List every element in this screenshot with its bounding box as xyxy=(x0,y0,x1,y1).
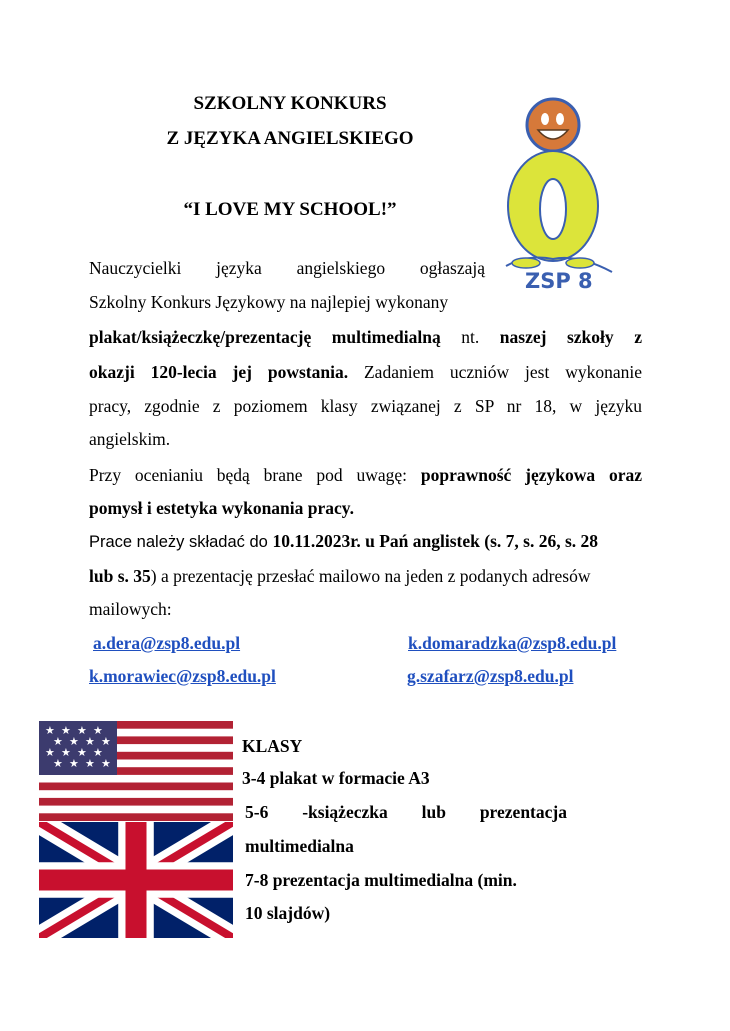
body-line-1: Nauczycielki języka angielskiego ogłaszają xyxy=(89,258,485,278)
svg-text:★: ★ xyxy=(53,757,63,770)
body-line-6: angielskim. xyxy=(89,429,171,449)
body-line-10-b: ) a prezentację przesłać mailowo na jeden z podanych adresów xyxy=(150,566,591,586)
svg-text:★: ★ xyxy=(93,746,103,759)
svg-text:★: ★ xyxy=(53,735,63,748)
body-line-2: Szkolny Konkurs Językowy na najlepiej wykonany xyxy=(89,292,449,312)
body-line-9-b: 10.11.2023r. u Pań anglistek (s. 7, s. 26, s. 28 xyxy=(272,531,599,551)
body-line-7-a: Przy ocenianiu będą brane pod uwagę: xyxy=(89,465,421,485)
body-line-9 xyxy=(89,531,642,552)
klasy-5-6-b: -książeczka xyxy=(302,802,388,822)
klasy-5-6-cont: multimedialna xyxy=(245,836,354,856)
logo-text: ZSP 8 xyxy=(525,269,593,293)
klasy-7-8-cont: 10 slajdów) xyxy=(245,903,331,923)
uk-flag-icon xyxy=(39,822,233,938)
svg-text:★: ★ xyxy=(101,757,111,770)
klasy-5-6 xyxy=(242,802,567,823)
svg-text:★: ★ xyxy=(45,746,55,759)
us-flag xyxy=(39,721,233,821)
body-line-9-a: Prace należy składać do xyxy=(89,533,273,551)
klasy-header: KLASY xyxy=(242,736,303,756)
body-line-3 xyxy=(89,327,642,348)
svg-text:★: ★ xyxy=(69,735,79,748)
email-link-szafarz[interactable]: g.szafarz@zsp8.edu.pl xyxy=(407,666,574,686)
uk-flag xyxy=(39,822,233,938)
slogan: “I LOVE MY SCHOOL!” xyxy=(183,199,397,220)
body-line-8-bold: pomysł i estetyka wykonania pracy. xyxy=(89,498,354,518)
klasy-7-8: 7-8 prezentacja multimedialna (min. xyxy=(245,870,517,890)
us-flag-icon xyxy=(39,721,233,821)
email-link-morawiec[interactable]: k.morawiec@zsp8.edu.pl xyxy=(89,666,276,686)
email-link-domaradzka[interactable]: k.domaradzka@zsp8.edu.pl xyxy=(408,633,617,653)
klasy-3-4: 3-4 plakat w formacie A3 xyxy=(242,768,430,788)
svg-text:★: ★ xyxy=(93,724,103,737)
email-link-dera[interactable]: a.dera@zsp8.edu.pl xyxy=(93,633,241,653)
body-line-3-bold2: naszej szkoły z xyxy=(499,327,642,347)
body-line-11: mailowych: xyxy=(89,599,172,619)
body-line-4-bold: okazji 120-lecia jej powstania. xyxy=(89,362,349,382)
title-line-2: Z JĘZYKA ANGIELSKIEGO xyxy=(166,128,414,149)
body-line-10 xyxy=(89,566,642,587)
svg-text:★: ★ xyxy=(101,735,111,748)
body-line-7 xyxy=(89,465,642,486)
svg-text:★: ★ xyxy=(77,746,87,759)
klasy-5-6-d: prezentacja xyxy=(479,802,567,822)
zsp8-logo xyxy=(498,96,618,301)
svg-text:★: ★ xyxy=(61,724,71,737)
body-line-4 xyxy=(89,362,642,383)
klasy-5-6-c: lub xyxy=(421,802,446,822)
body-line-4-rest: Zadaniem uczniów jest wykonanie xyxy=(348,362,642,382)
svg-text:★: ★ xyxy=(69,757,79,770)
svg-text:★: ★ xyxy=(77,724,87,737)
body-line-3-bold: plakat/książeczkę/prezentację multimedialną xyxy=(89,327,441,347)
svg-text:★: ★ xyxy=(45,724,55,737)
svg-text:★: ★ xyxy=(85,735,95,748)
body-line-5: pracy, zgodnie z poziomem klasy związanej z SP nr 18, w języku xyxy=(89,396,642,416)
svg-text:★: ★ xyxy=(85,757,95,770)
svg-text:★: ★ xyxy=(61,746,71,759)
title-line-1: SZKOLNY KONKURS xyxy=(193,93,387,114)
body-line-3-mid: nt. xyxy=(440,327,500,347)
body-line-10-a: lub s. 35 xyxy=(89,566,151,586)
body-line-8 xyxy=(89,498,642,519)
klasy-5-6-a: 5-6 xyxy=(245,802,269,822)
body-line-7-b: poprawność językowa oraz xyxy=(420,465,642,485)
